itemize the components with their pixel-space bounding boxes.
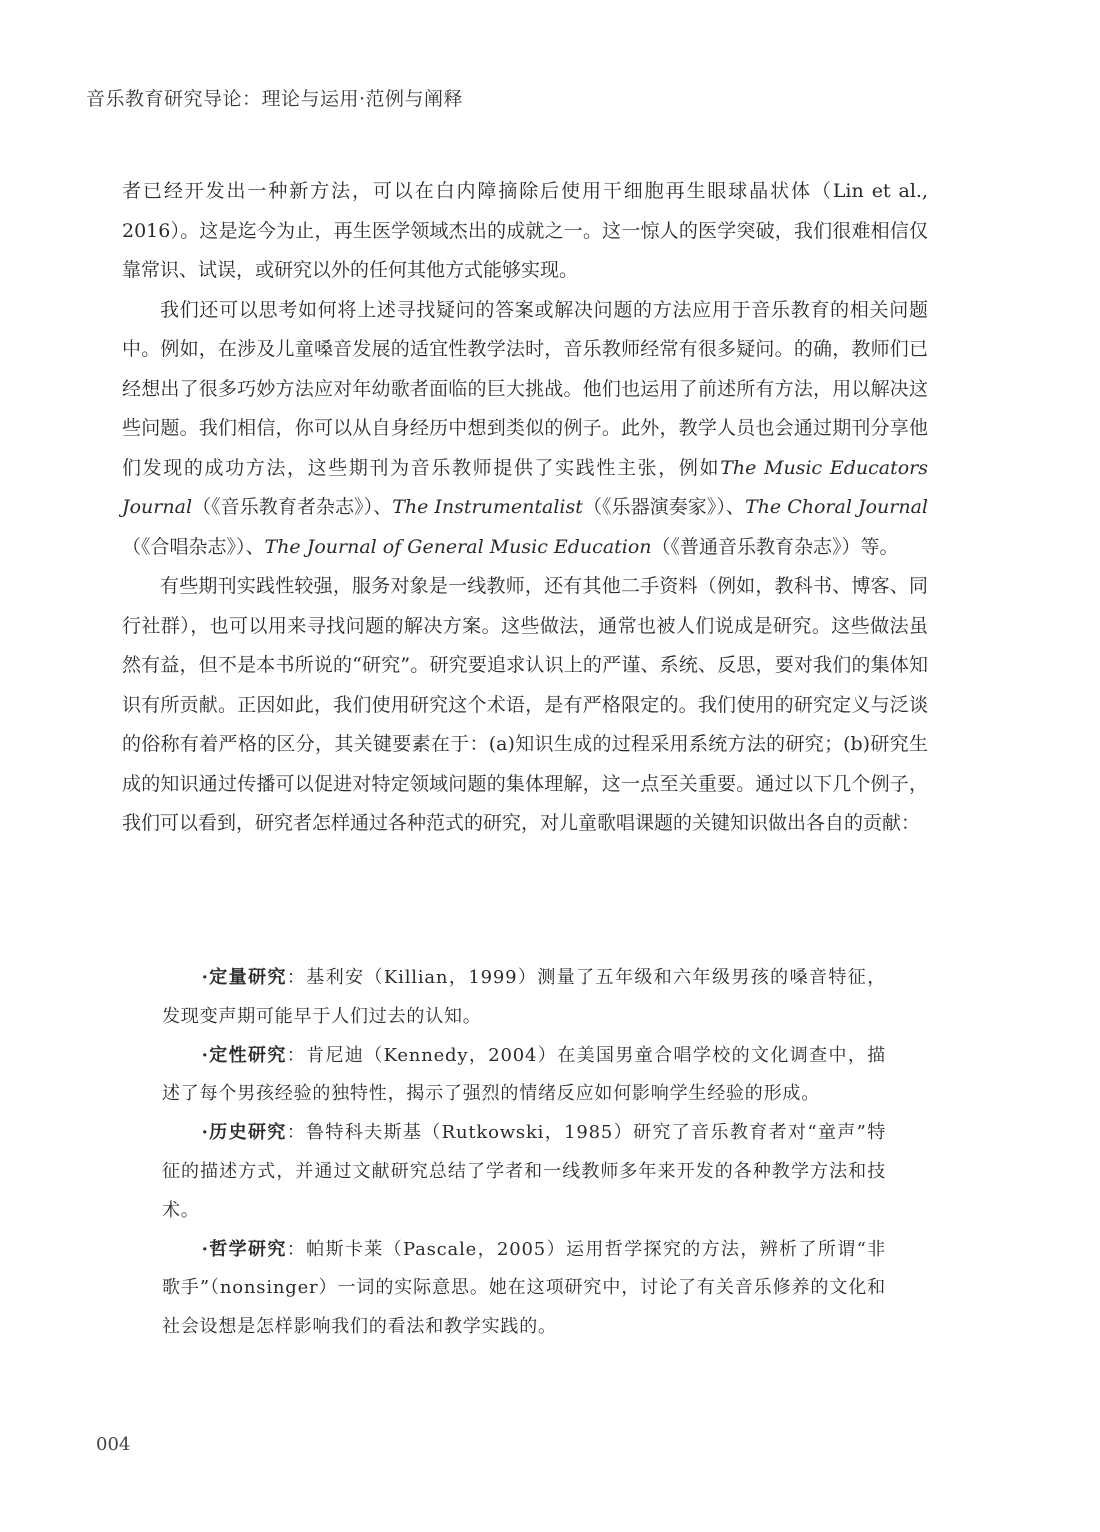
main-text — [122, 172, 928, 844]
bullet-qualitative — [162, 1037, 886, 1115]
bullet-text: ：肯尼迪（Kennedy，2004）在美国男童合唱学校的文化调查中，描述了每个男孩经验的独特性，揭示了强烈的情绪反应如何影响学生经验的形成。 — [162, 1044, 886, 1105]
bullet-label: ·定性研究 — [201, 1044, 287, 1066]
paragraph-1: 者已经开发出一种新方法，可以在白内障摘除后使用干细胞再生眼球晶状体（Lin et al., 2016）。这是迄今为止，再生医学领域杰出的成就之一。这一惊人的医学突破，我们很难相信仅靠常识、试误，或研究以外的任何其他方式能够实现。 — [122, 180, 928, 281]
bullet-list — [162, 959, 886, 1347]
paragraph-2-text-2: （《音乐教育者杂志》）、 — [192, 496, 393, 518]
journal-title-instrumentalist: The Instrumentalist — [392, 496, 583, 518]
paragraph-3: 有些期刊实践性较强，服务对象是一线教师，还有其他二手资料（例如，教科书、博客、同行社群），也可以用来寻找问题的解决方案。这些做法，通常也被人们说成是研究。这些做法虽然有益，但不是本书所说的“研究”。研究要追求认识上的严谨、系统、反思，要对我们的集体知识有所贡献。正因如此，我们使用研究这个术语，是有严格限定的。我们使用的研究定义与泛谈的俗称有着严格的区分，其关键要素在于：(a)知识生成的过程采用系统方法的研究；(b)研究生成的知识通过传播可以促进对特定领域问题的集体理解，这一点至关重要。通过以下几个例子，我们可以看到，研究者怎样通过各种范式的研究，对儿童歌唱课题的关键知识做出各自的贡献： — [122, 575, 928, 834]
bullet-philosophical — [162, 1231, 886, 1347]
bullet-text: ：基利安（Killian，1999）测量了五年级和六年级男孩的嗓音特征，发现变声期可能早于人们过去的认知。 — [162, 967, 886, 1027]
bullet-historical — [162, 1114, 886, 1230]
running-head: 音乐教育研究导论：理论与运用·范例与阐释 — [86, 88, 464, 110]
bullet-label: ·历史研究 — [201, 1122, 287, 1144]
bullet-text: ：鲁特科夫斯基（Rutkowski，1985）研究了音乐教育者对“童声”特征的描述方式，并通过文献研究总结了学者和一线教师多年来开发的各种教学方法和技术。 — [162, 1122, 886, 1221]
journal-title-choral: The Choral Journal — [744, 496, 929, 518]
bullet-label: ·定量研究 — [201, 967, 287, 988]
bullet-quantitative — [162, 959, 886, 1037]
paragraph-2-text-3: （《乐器演奏家》）、 — [582, 496, 745, 518]
page-number: 004 — [96, 1434, 131, 1455]
paragraph-2-text-5: （《普通音乐教育杂志》）等。 — [651, 535, 899, 558]
bullet-label: ·哲学研究 — [201, 1238, 287, 1260]
paragraph-2-text-4: （《合唱杂志》）、 — [122, 535, 265, 558]
journal-title-music-educators: The Music Educators Journal — [122, 456, 928, 518]
paragraph-2-text-1: 我们还可以思考如何将上述寻找疑问的答案或解决问题的方法应用于音乐教育的相关问题中。例如，在涉及儿童嗓音发展的适宜性教学法时，音乐教师经常有很多疑问。的确，教师们已经想出了很多巧妙方法应对年幼歌者面临的巨大挑战。他们也运用了前述所有方法，用以解决这些问题。我们相信，你可以从自身经历中想到类似的例子。此外，教学人员也会通过期刊分享他们发现的成功方法，这些期刊为音乐教师提供了实践性主张，例如 — [122, 298, 928, 479]
journal-title-general-music: The Journal of General Music Education — [264, 535, 652, 558]
bullet-text: ：帕斯卡莱（Pascale，2005）运用哲学探究的方法，辨析了所谓“非歌手”（nonsinger）一词的实际意思。她在这项研究中，讨论了有关音乐修养的文化和社会设想是怎样影响我们的看法和教学实践的。 — [162, 1238, 886, 1338]
paragraph-2 — [122, 291, 928, 568]
